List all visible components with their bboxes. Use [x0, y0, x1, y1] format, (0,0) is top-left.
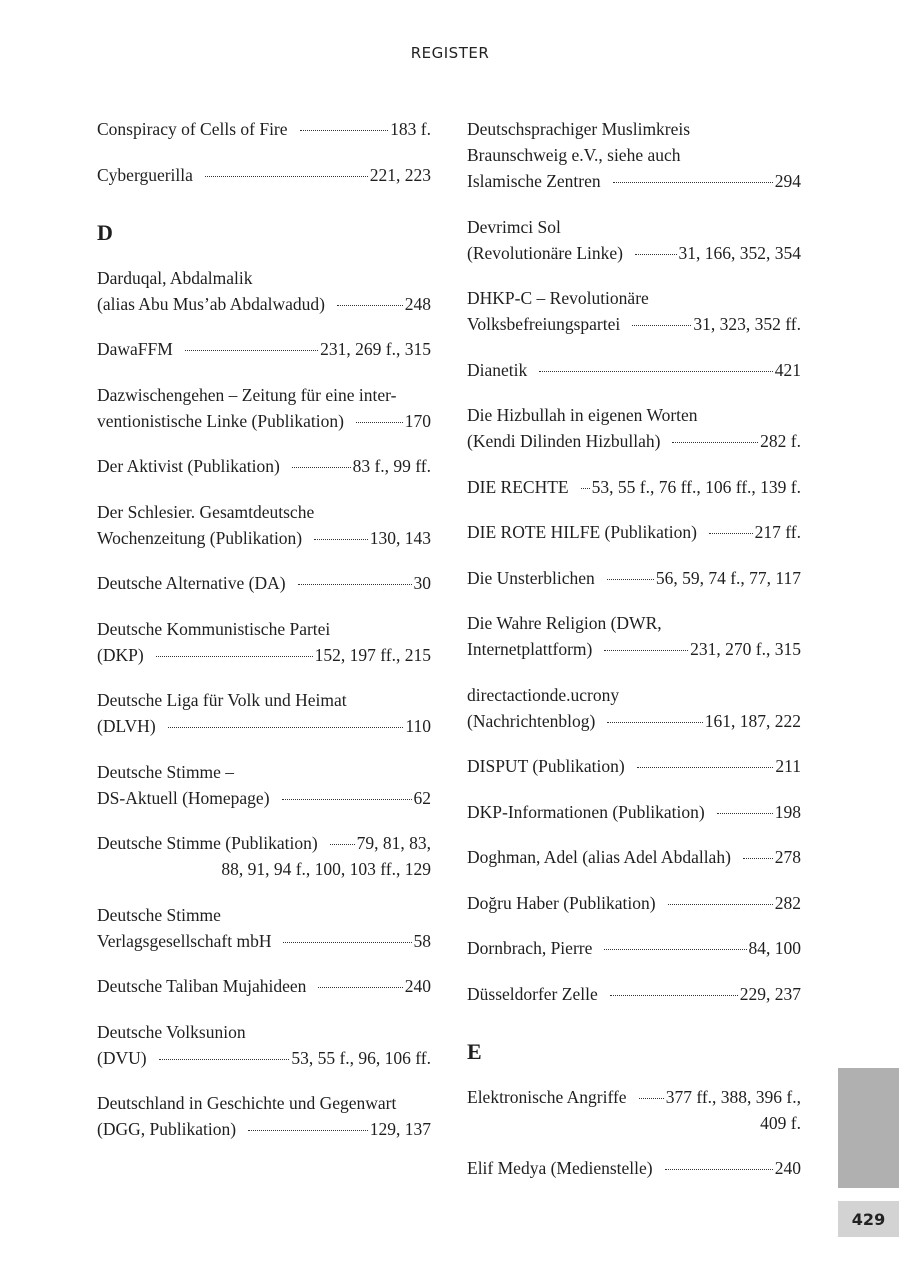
- entry-line: [97, 830, 431, 856]
- entry-page-refs: 183 f.: [390, 119, 431, 139]
- entry-line: [467, 428, 801, 454]
- entry-term: Doghman, Adel (alias Adel Abdallah): [467, 847, 731, 867]
- index-entry: [97, 453, 431, 479]
- entry-line: [467, 240, 801, 266]
- entry-page-refs: 130, 143: [369, 527, 431, 548]
- entry-term-line: Die Wahre Religion (DWR,: [467, 613, 662, 633]
- entry-term: Dornbrach, Pierre: [467, 938, 593, 958]
- index-entry: [97, 336, 431, 362]
- entry-line: [97, 928, 431, 954]
- index-entry: [467, 844, 801, 870]
- entry-line: [467, 799, 801, 825]
- entry-line: [97, 116, 431, 142]
- entry-term: Cyberguerilla: [97, 164, 193, 185]
- entry-term: DKP-Informationen (Publikation): [467, 801, 705, 822]
- entry-page-refs: 282: [774, 892, 801, 913]
- dot-leader: [635, 253, 677, 255]
- entry-term: Die Unsterblichen: [467, 567, 595, 588]
- entry-term: DIE RECHTE: [467, 476, 569, 497]
- entry-term: Deutsche Alternative (DA): [97, 573, 286, 593]
- entry-line: [467, 844, 801, 870]
- left-entries: [97, 265, 431, 1143]
- entry-term-line: Deutschland in Geschichte und Gegenwart: [97, 1093, 397, 1113]
- entry-line: [97, 642, 431, 668]
- entry-term: Volksbefreiungspartei: [467, 314, 621, 334]
- entry-term: (alias Abu Mus’ab Abdalwadud): [97, 293, 325, 314]
- entry-page-refs: 83 f., 99 ff.: [352, 456, 431, 476]
- section-letter-e: E: [467, 1038, 482, 1064]
- entry-term-line: Die Hizbullah in eigenen Worten: [467, 405, 698, 425]
- dot-leader: [156, 655, 313, 657]
- entry-line: [467, 636, 801, 662]
- index-entry: [97, 116, 431, 142]
- index-entry: [467, 1084, 801, 1136]
- entry-term: DIE ROTE HILFE (Publikation): [467, 522, 697, 542]
- dot-leader: [581, 487, 590, 489]
- entry-page-refs: 198: [774, 801, 801, 822]
- index-entry: [97, 1090, 431, 1142]
- entry-page-refs-continued: 409 f.: [760, 1112, 801, 1133]
- entry-term: Conspiracy of Cells of Fire: [97, 119, 288, 139]
- index-entry: [97, 382, 431, 434]
- dot-leader: [330, 843, 355, 845]
- dot-leader: [709, 532, 753, 534]
- entry-page-refs: 30: [413, 573, 431, 593]
- dot-leader: [607, 578, 654, 580]
- entry-term: Elif Medya (Medienstelle): [467, 1158, 653, 1178]
- dot-leader: [282, 798, 412, 800]
- dot-leader: [168, 726, 404, 728]
- entry-term: (DGG, Publikation): [97, 1119, 237, 1139]
- entry-term: (Revolutionäre Linke): [467, 242, 623, 263]
- dot-leader: [337, 304, 403, 306]
- dot-leader: [604, 649, 688, 651]
- index-entry: [97, 570, 431, 596]
- entry-term: Verlagsgesellschaft mbH: [97, 930, 272, 951]
- index-entry: [467, 357, 801, 383]
- dot-leader: [185, 349, 318, 351]
- entry-page-refs: 161, 187, 222: [704, 710, 801, 731]
- entry-page-refs: 170: [404, 410, 431, 431]
- entry-line: [467, 1084, 801, 1110]
- index-entry: [467, 214, 801, 266]
- entry-page-refs: 231, 269 f., 315: [320, 339, 431, 359]
- index-entry: [467, 981, 801, 1007]
- index-entry: [467, 519, 801, 545]
- index-column-left: [97, 116, 431, 1162]
- entry-page-refs-continued: 88, 91, 94 f., 100, 103 ff., 129: [221, 859, 431, 879]
- dot-leader: [318, 986, 402, 988]
- entry-line: [97, 713, 431, 739]
- dot-leader: [314, 538, 368, 540]
- dot-leader: [717, 812, 773, 814]
- entry-page-refs: 110: [405, 716, 431, 736]
- dot-leader: [283, 941, 411, 943]
- entry-page-refs: 377 ff., 388, 396 f.,: [665, 1086, 801, 1107]
- entry-line: [97, 291, 431, 317]
- entry-line: [467, 753, 801, 779]
- index-entry: [97, 162, 431, 188]
- right-post-entries: [467, 1084, 801, 1182]
- index-entry: [97, 759, 431, 811]
- dot-leader: [298, 583, 412, 585]
- entry-page-refs: 221, 223: [369, 164, 431, 185]
- entry-line: [467, 357, 801, 383]
- index-entry: [97, 265, 431, 317]
- dot-leader: [743, 857, 773, 859]
- thumb-index-tab: [838, 1068, 899, 1188]
- entry-line: [467, 519, 801, 545]
- index-entry: [467, 474, 801, 500]
- index-entry: [467, 799, 801, 825]
- entry-term: Wochenzeitung (Publikation): [97, 527, 303, 548]
- entry-term-line: directactionde.ucrony: [467, 684, 620, 705]
- index-entry: [467, 890, 801, 916]
- index-entry: [467, 402, 801, 454]
- dot-leader: [604, 948, 746, 950]
- dot-leader: [356, 421, 403, 423]
- entry-term-line: Braunschweig e.V., siehe auch: [467, 145, 681, 165]
- right-entries: [467, 116, 801, 1007]
- entry-page-refs: 58: [413, 930, 431, 951]
- entry-page-refs: 240: [404, 976, 431, 996]
- entry-term-line: Deutsche Stimme: [97, 904, 221, 925]
- entry-line: [467, 981, 801, 1007]
- entry-line: [97, 525, 431, 551]
- entry-line: [97, 1116, 431, 1142]
- dot-leader: [665, 1168, 773, 1170]
- entry-term-line: Deutsche Kommunistische Partei: [97, 618, 331, 639]
- dot-leader: [632, 324, 691, 326]
- entry-term-line: Dazwischengehen – Zeitung für eine inter-: [97, 384, 397, 405]
- dot-leader: [639, 1097, 664, 1099]
- entry-line: [467, 311, 801, 337]
- index-entry: [97, 902, 431, 954]
- dot-leader: [637, 766, 774, 768]
- entry-term: (Kendi Dilinden Hizbullah): [467, 431, 661, 451]
- entry-line: [97, 453, 431, 479]
- index-entry: [97, 616, 431, 668]
- index-entry: [467, 285, 801, 337]
- entry-term-line: Der Schlesier. Gesamtdeutsche: [97, 501, 315, 522]
- entry-term: Düsseldorfer Zelle: [467, 983, 598, 1004]
- entry-line: [97, 973, 431, 999]
- entry-term: DawaFFM: [97, 339, 173, 359]
- entry-line: [97, 336, 431, 362]
- entry-term-line: Deutschsprachiger Muslimkreis: [467, 119, 691, 139]
- left-pre-entries: [97, 116, 431, 188]
- entry-term-line: Deutsche Volksunion: [97, 1021, 246, 1042]
- entry-page-refs: 229, 237: [739, 983, 801, 1004]
- entry-term: (Nachrichtenblog): [467, 710, 596, 731]
- entry-line: [467, 890, 801, 916]
- entry-term-line: Devrimci Sol: [467, 216, 561, 237]
- entry-page-refs: 31, 323, 352 ff.: [693, 314, 801, 334]
- entry-term-line: Darduqal, Abdalmalik: [97, 267, 253, 288]
- entry-term-line: Deutsche Stimme –: [97, 761, 235, 782]
- entry-page-refs: 278: [774, 847, 801, 867]
- entry-page-refs: 294: [774, 171, 801, 191]
- entry-page-refs: 53, 55 f., 76 ff., 106 ff., 139 f.: [591, 476, 801, 497]
- dot-leader: [300, 129, 389, 131]
- entry-term: Deutsche Taliban Mujahideen: [97, 976, 307, 996]
- entry-page-refs: 231, 270 f., 315: [690, 639, 801, 659]
- index-entry: [467, 116, 801, 194]
- entry-term: (DVU): [97, 1047, 147, 1068]
- entry-term: DISPUT (Publikation): [467, 756, 625, 776]
- dot-leader: [613, 181, 773, 183]
- entry-page-refs: 152, 197 ff., 215: [314, 644, 431, 665]
- index-entry: [97, 830, 431, 882]
- entry-line: [467, 565, 801, 591]
- entry-line: [467, 708, 801, 734]
- entry-page-refs: 282 f.: [760, 431, 801, 451]
- entry-page-refs: 421: [774, 359, 801, 380]
- entry-line: [467, 1155, 801, 1181]
- running-head: REGISTER: [410, 44, 490, 62]
- entry-page-refs: 129, 137: [369, 1119, 431, 1139]
- entry-page-refs: 62: [413, 787, 431, 808]
- entry-term: (DLVH): [97, 716, 156, 736]
- entry-line: [467, 935, 801, 961]
- entry-term: ventionistische Linke (Publikation): [97, 410, 344, 431]
- entry-term: Internetplattform): [467, 639, 593, 659]
- entry-line: [97, 1045, 431, 1071]
- entry-page-refs: 84, 100: [748, 938, 801, 958]
- entry-line: [97, 408, 431, 434]
- entry-page-refs: 56, 59, 74 f., 77, 117: [655, 567, 801, 588]
- entry-page-refs: 248: [404, 293, 431, 314]
- entry-term: Deutsche Stimme (Publikation): [97, 833, 318, 853]
- entry-page-refs: 53, 55 f., 96, 106 ff.: [291, 1047, 431, 1068]
- entry-line: [97, 162, 431, 188]
- dot-leader: [607, 721, 702, 723]
- entry-term-line: Deutsche Liga für Volk und Heimat: [97, 690, 347, 710]
- dot-leader: [539, 370, 772, 372]
- entry-term: Elektronische Angriffe: [467, 1086, 627, 1107]
- entry-page-refs: 217 ff.: [754, 522, 801, 542]
- dot-leader: [292, 466, 351, 468]
- dot-leader: [610, 994, 738, 996]
- entry-line: [467, 168, 801, 194]
- dot-leader: [205, 175, 368, 177]
- entry-page-refs: 79, 81, 83,: [356, 833, 431, 853]
- dot-leader: [248, 1129, 368, 1131]
- entry-term: DS-Aktuell (Homepage): [97, 787, 270, 808]
- section-letter-d: D: [97, 219, 113, 245]
- entry-page-refs: 31, 166, 352, 354: [678, 242, 801, 263]
- entry-line: [97, 785, 431, 811]
- dot-leader: [159, 1058, 290, 1060]
- entry-term: (DKP): [97, 644, 144, 665]
- dot-leader: [672, 441, 758, 443]
- entry-term: Der Aktivist (Publikation): [97, 456, 280, 476]
- entry-term: Doğru Haber (Publikation): [467, 892, 656, 913]
- index-entry: [97, 499, 431, 551]
- index-entry: [467, 565, 801, 591]
- index-column-right: [467, 116, 801, 1201]
- dot-leader: [668, 903, 773, 905]
- entry-page-refs: 211: [775, 756, 801, 776]
- index-entry: [97, 973, 431, 999]
- index-entry: [467, 935, 801, 961]
- entry-term: Dianetik: [467, 359, 528, 380]
- index-entry: [467, 610, 801, 662]
- entry-line: [97, 570, 431, 596]
- entry-page-refs: 240: [774, 1158, 801, 1178]
- index-entry: [467, 682, 801, 734]
- page-number: 429: [838, 1201, 899, 1237]
- entry-line: [467, 474, 801, 500]
- index-entry: [97, 687, 431, 739]
- index-entry: [97, 1019, 431, 1071]
- entry-term-line: DHKP-C – Revolutionäre: [467, 288, 649, 308]
- entry-term: Islamische Zentren: [467, 171, 601, 191]
- index-entry: [467, 1155, 801, 1181]
- index-entry: [467, 753, 801, 779]
